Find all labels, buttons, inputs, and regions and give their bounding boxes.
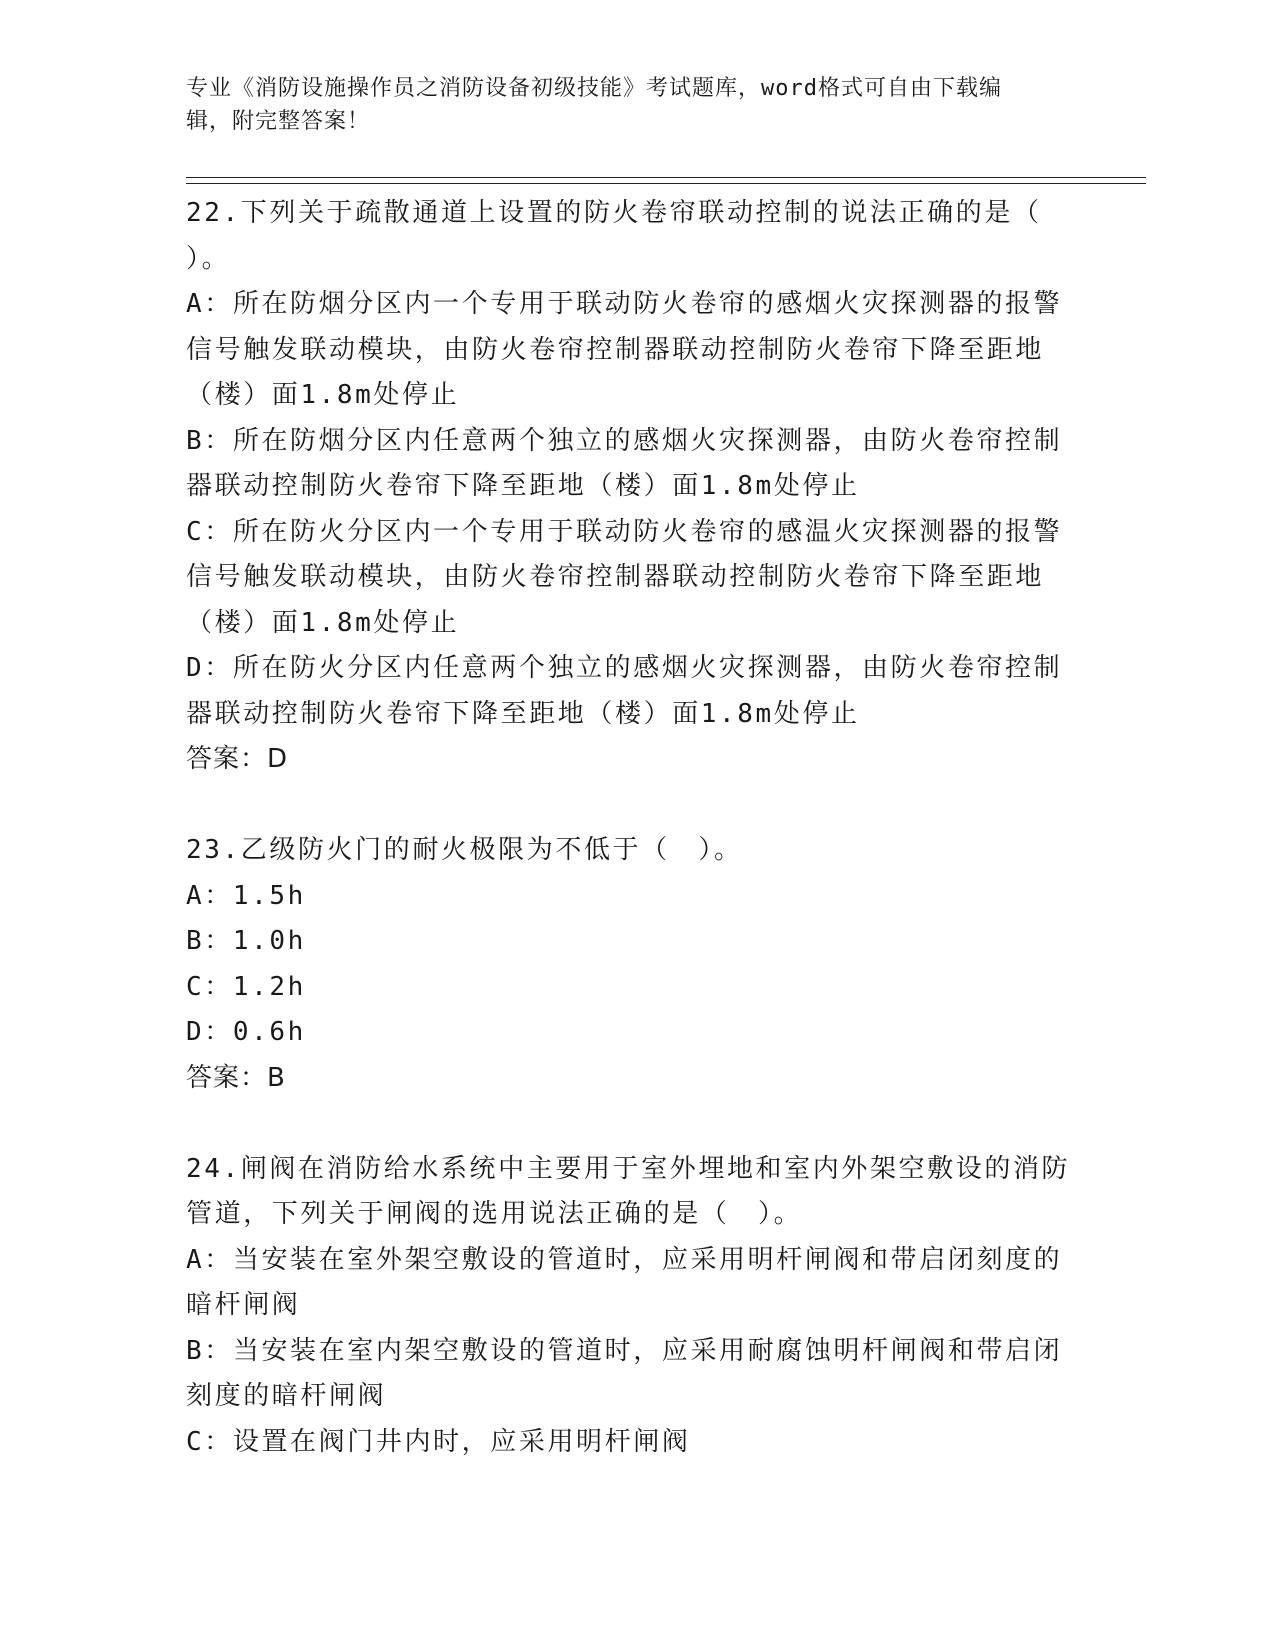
option-line: D：所在防火分区内任意两个独立的感烟火灾探测器，由防火卷帘控制 [186,653,1063,683]
option-line: A：当安装在室外架空敷设的管道时，应采用明杆闸阀和带启闭刻度的 [186,1244,1063,1275]
question-stem [186,828,1086,874]
stem-line: ）。 [186,243,231,274]
option-a [186,1238,1086,1329]
option-line: 信号触发联动模块，由防火卷帘控制器联动控制防火卷帘下降至距地 [186,334,1045,365]
option-line: 暗杆闸阀 [186,1290,301,1320]
header-line: 辑，附完整答案！ [186,109,371,134]
option-c [186,510,1086,647]
question-23 [186,828,1086,1101]
answer-text: 答案：D [186,744,289,774]
option-line: D：0.6h [186,1017,306,1047]
option-line: B：当安装在室内架空敷设的管道时，应采用耐腐蚀明杆闸阀和带启闭 [186,1335,1063,1366]
question-stem [186,1147,1086,1238]
stem-line: 23.乙级防火门的耐火极限为不低于（ ）。 [186,835,743,865]
question-spacer [186,1101,1086,1147]
stem-line: 22.下列关于疏散通道上设置的防火卷帘联动控制的说法正确的是（ [186,198,1042,228]
header-divider [186,177,1146,178]
option-a [186,874,1086,920]
question-24 [186,1147,1086,1466]
stem-line: 管道，下列关于闸阀的选用说法正确的是（ ）。 [186,1199,803,1229]
option-line: C：设置在阀门井内时，应采用明杆闸阀 [186,1426,691,1457]
document-header [186,72,1066,138]
option-line: 信号触发联动模块，由防火卷帘控制器联动控制防火卷帘下降至距地 [186,562,1045,592]
option-d [186,646,1086,737]
answer-text: 答案：B [186,1062,286,1093]
option-line: 器联动控制防火卷帘下降至距地（楼）面1.8m处停止 [186,698,860,729]
question-stem [186,191,1086,282]
option-d [186,1010,1086,1056]
header-divider [186,183,1146,184]
option-a [186,282,1086,419]
option-c [186,1420,1086,1466]
stem-line: 24.闸阀在消防给水系统中主要用于室外埋地和室内外架空敷设的消防 [186,1153,1071,1184]
header-line: 专业《消防设施操作员之消防设备初级技能》考试题库，word格式可自由下载编 [186,76,1002,101]
question-list [186,191,1086,1465]
option-b [186,919,1086,965]
option-line: A：所在防烟分区内一个专用于联动防火卷帘的感烟火灾探测器的报警 [186,289,1063,319]
option-c [186,965,1086,1011]
option-line: A：1.5h [186,880,306,911]
option-b [186,419,1086,510]
option-line: B：所在防烟分区内任意两个独立的感烟火灾探测器，由防火卷帘控制 [186,425,1063,456]
option-line: 刻度的暗杆闸阀 [186,1381,387,1411]
question-spacer [186,783,1086,829]
option-line: B：1.0h [186,926,306,956]
option-line: C：1.2h [186,971,306,1002]
option-line: C：所在防火分区内一个专用于联动防火卷帘的感温火灾探测器的报警 [186,516,1063,547]
option-line: （楼）面1.8m处停止 [186,607,460,638]
option-line: 器联动控制防火卷帘下降至距地（楼）面1.8m处停止 [186,471,860,501]
option-b [186,1329,1086,1420]
option-line: （楼）面1.8m处停止 [186,380,460,410]
question-22 [186,191,1086,783]
